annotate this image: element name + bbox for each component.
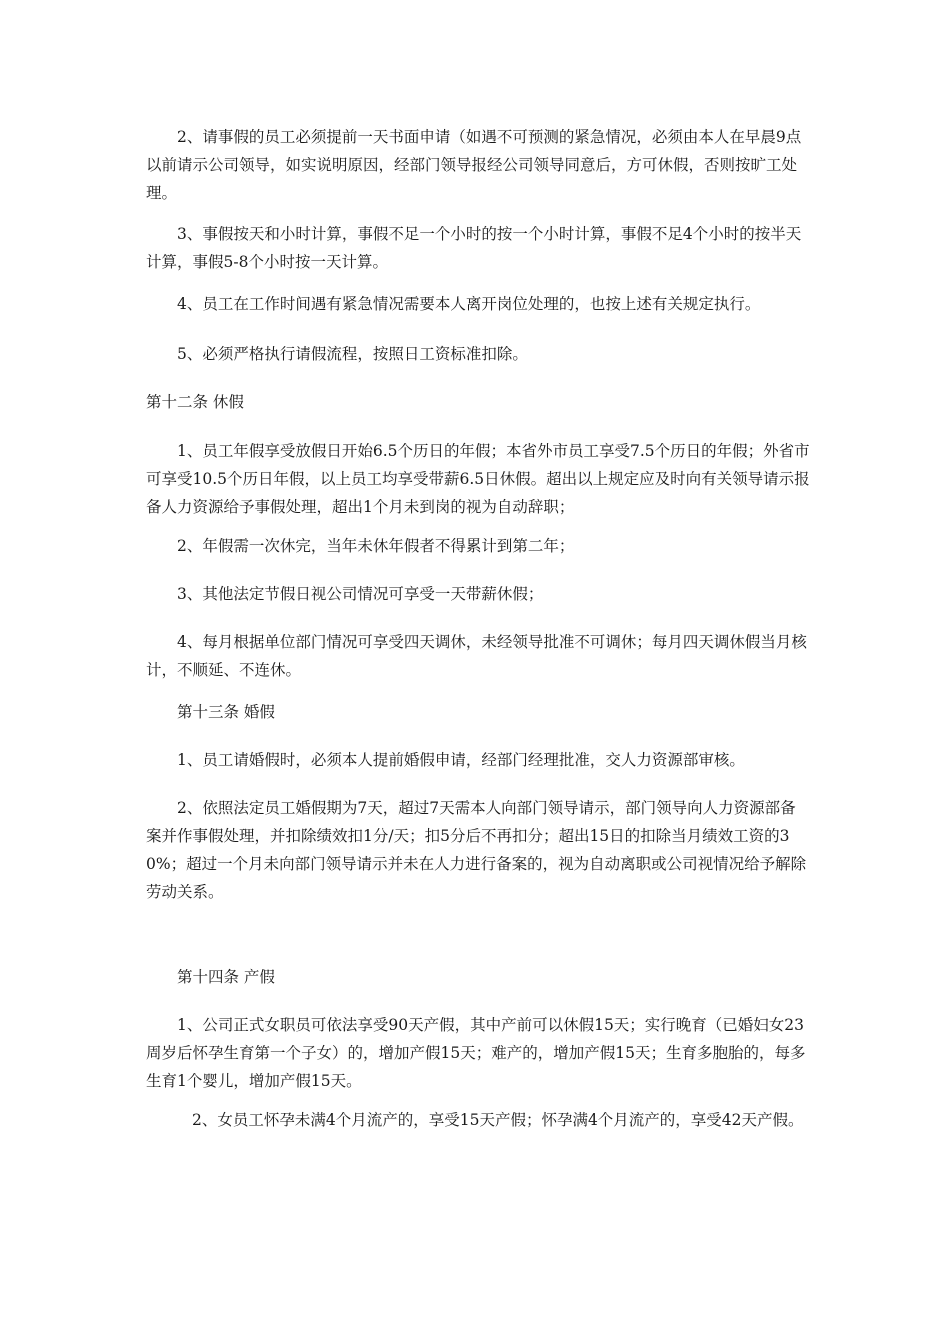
paragraph-personal-leave-2: 2、请事假的员工必须提前一天书面申请（如遇不可预测的紧急情况，必须由本人在早晨9点以前请示公司领导，如实说明原因，经部门领导报经公司领导同意后，方可休假，否则按旷工处理。 xyxy=(146,128,802,202)
paragraph-marriage-leave-1: 1、员工请婚假时，必须本人提前婚假申请，经部门经理批准，交人力资源部审核。 xyxy=(177,751,745,769)
paragraph-vacation-2: 2、年假需一次休完，当年未休年假者不得累计到第二年； xyxy=(177,537,575,555)
paragraph-marriage-leave-2: 2、依照法定员工婚假期为7天，超过7天需本人向部门领导请示，部门领导向人力资源部备案并作事假处理，并扣除绩效扣1分/天；扣5分后不再扣分；超出15日的扣除当月绩效工资的30%；超过一个月未向部门领导请示并未在人力进行备案的，视为自动离职或公司视情况给予解除劳动关系。 xyxy=(146,799,807,901)
paragraph-vacation-4: 4、每月根据单位部门情况可享受四天调休，未经领导批准不可调休；每月四天调休假当月核计，不顺延、不连休。 xyxy=(146,633,807,679)
paragraph-maternity-leave-1: 1、公司正式女职员可依法享受90天产假，其中产前可以休假15天；实行晚育（已婚妇女23周岁后怀孕生育第一个子女）的，增加产假15天；难产的，增加产假15天；生育多胞胎的，每多生育1个婴儿，增加产假15天。 xyxy=(146,1016,806,1090)
paragraph-personal-leave-3: 3、事假按天和小时计算，事假不足一个小时的按一个小时计算，事假不足4个小时的按半天计算，事假5-8个小时按一天计算。 xyxy=(146,225,802,271)
section-heading-article-12: 第十二条 休假 xyxy=(146,393,244,411)
paragraph-vacation-3: 3、其他法定节假日视公司情况可享受一天带薪休假； xyxy=(177,585,544,603)
section-heading-article-13: 第十三条 婚假 xyxy=(177,703,275,721)
paragraph-vacation-1: 1、员工年假享受放假日开始6.5个历日的年假；本省外市员工享受7.5个历日的年假；外省市可享受10.5个历日年假，以上员工均享受带薪6.5日休假。超出以上规定应及时向有关领导请示报备人力资源给予事假处理，超出1个月未到岗的视为自动辞职； xyxy=(146,442,810,516)
paragraph-personal-leave-4: 4、员工在工作时间遇有紧急情况需要本人离开岗位处理的，也按上述有关规定执行。 xyxy=(177,295,761,313)
section-heading-article-14: 第十四条 产假 xyxy=(177,968,275,986)
paragraph-maternity-leave-2: 2、女员工怀孕未满4个月流产的，享受15天产假；怀孕满4个月流产的，享受42天产假。 xyxy=(192,1111,804,1129)
paragraph-personal-leave-5: 5、必须严格执行请假流程，按照日工资标准扣除。 xyxy=(177,345,528,363)
